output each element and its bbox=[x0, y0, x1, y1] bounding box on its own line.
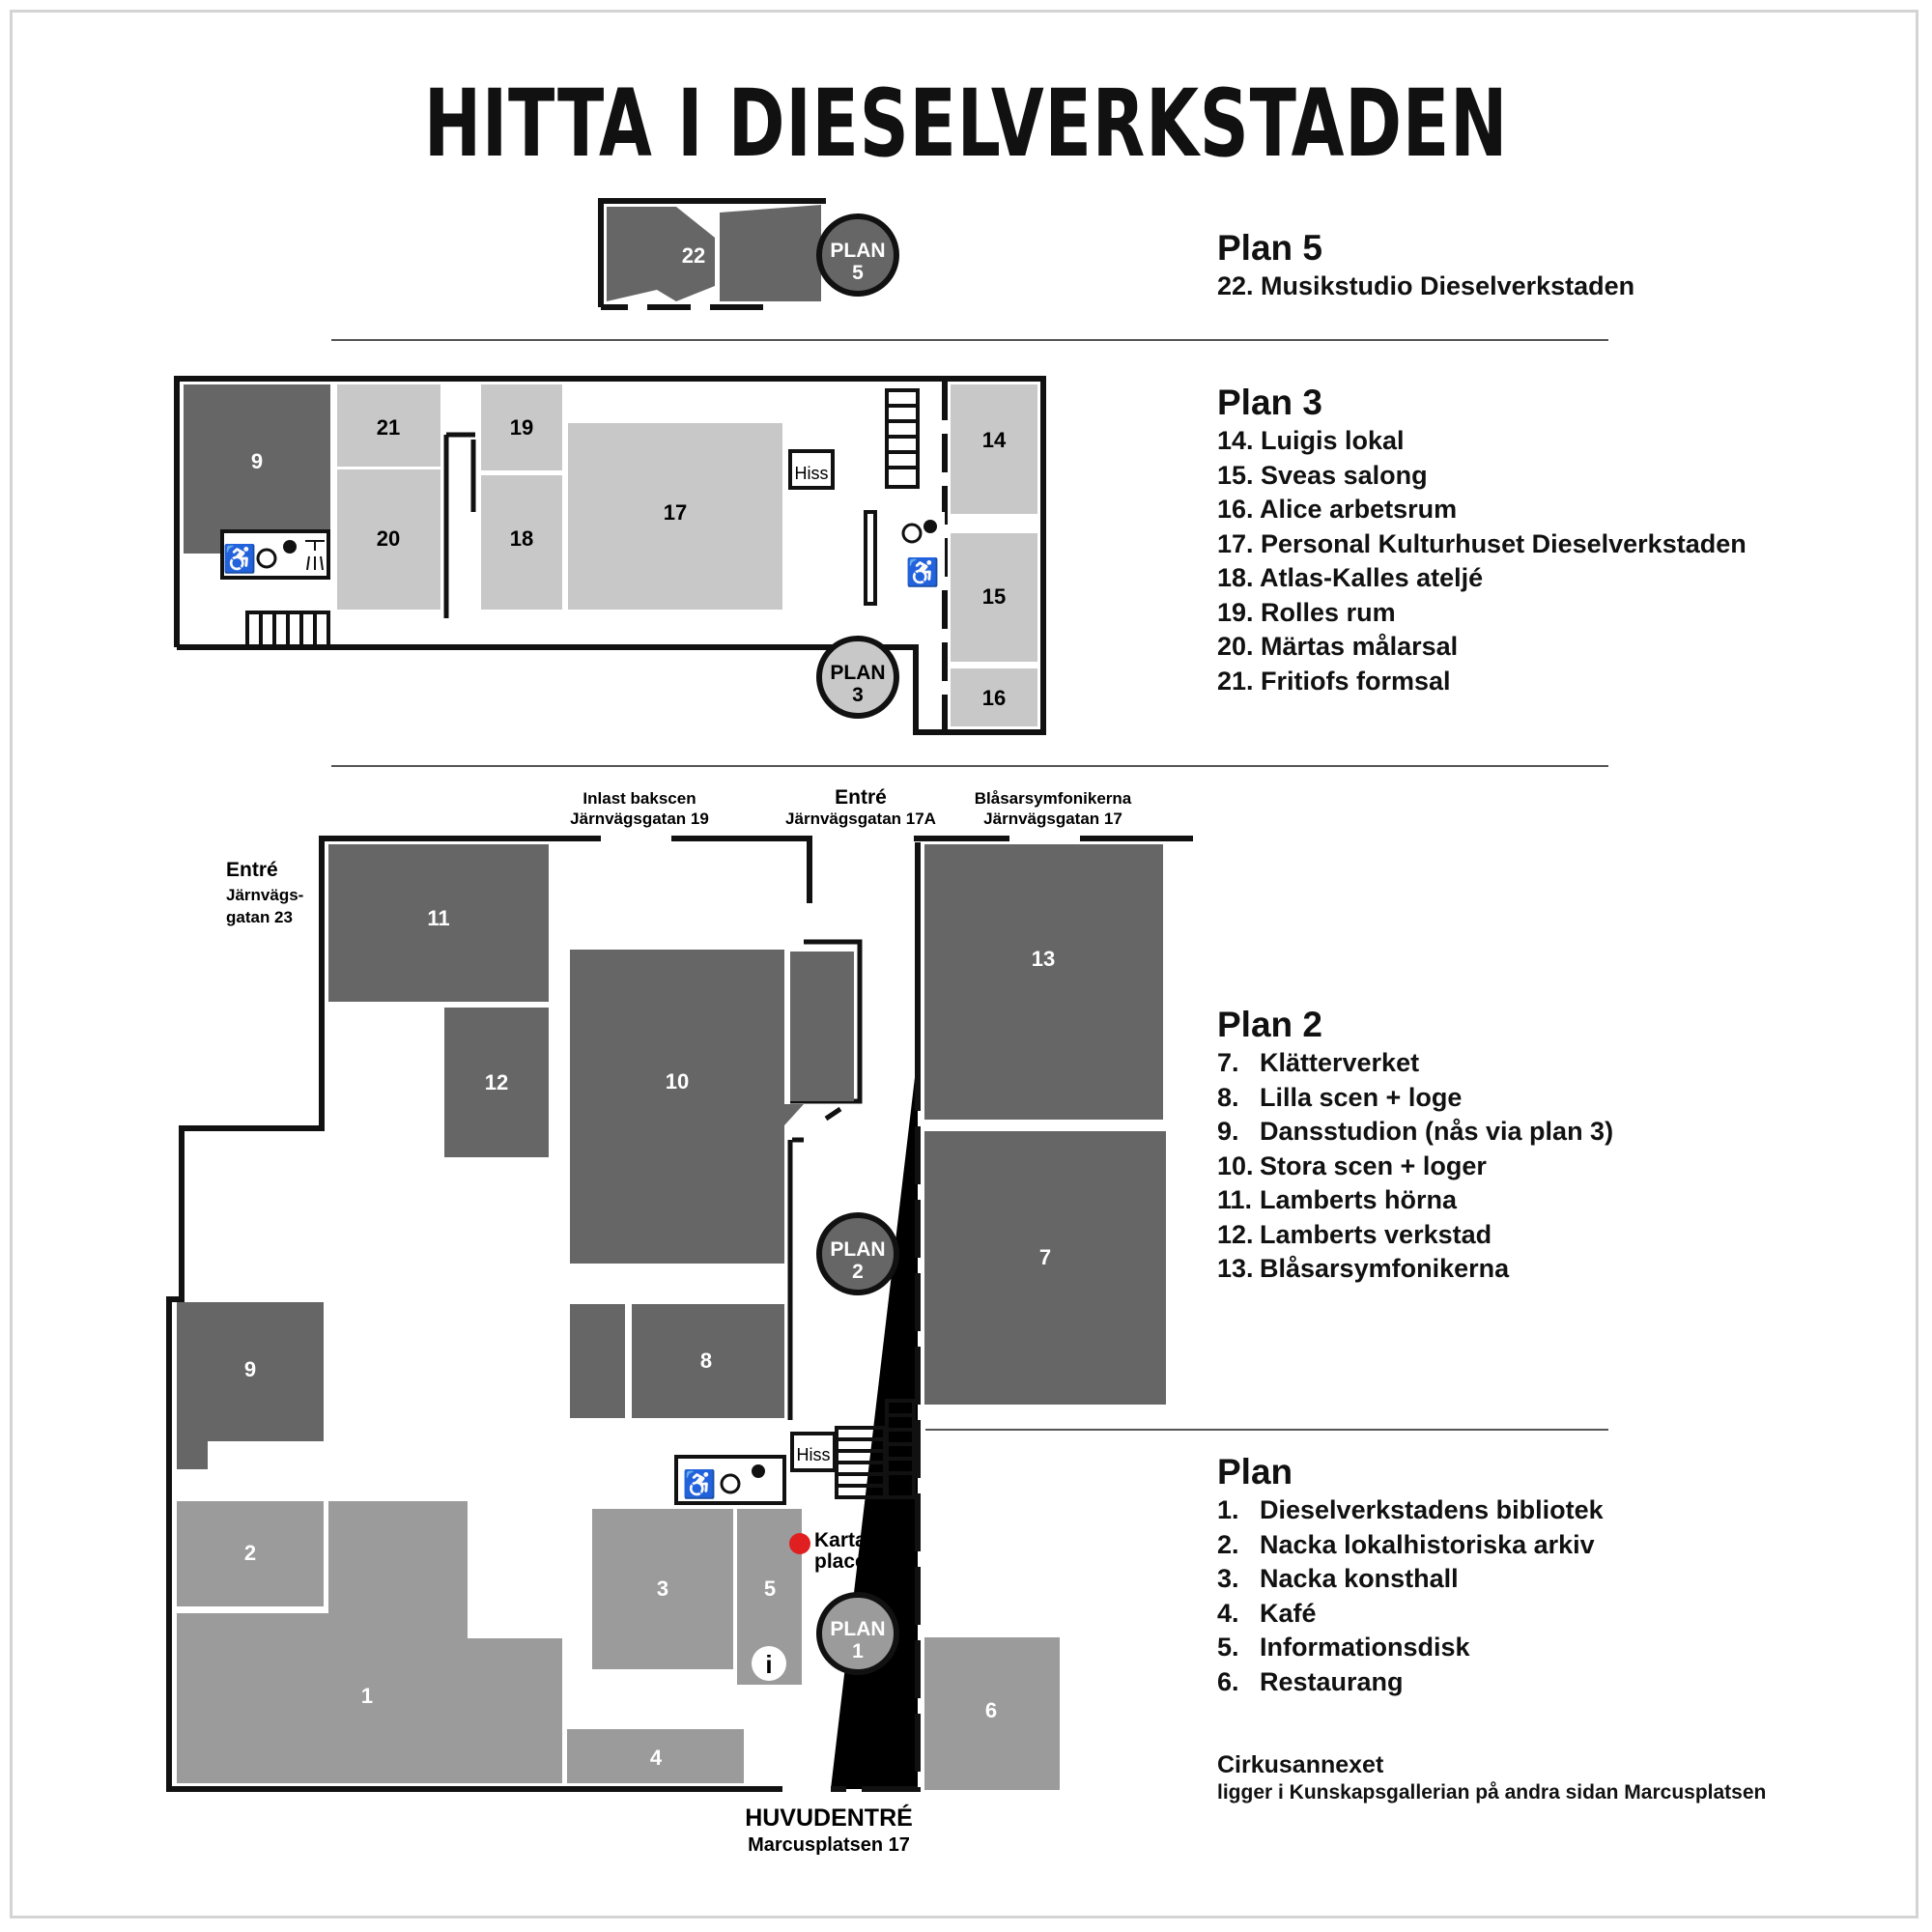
entrance-label: Blåsarsymfonikerna bbox=[974, 789, 1132, 808]
legend-item: 10. Stora scen + loger bbox=[1217, 1151, 1487, 1180]
you-are-here-label-1: Kartans bbox=[814, 1529, 891, 1551]
you-are-here-label-2: placering bbox=[814, 1550, 905, 1573]
room-22-annex[interactable] bbox=[720, 205, 821, 301]
entrance-label: Entré bbox=[835, 786, 887, 809]
location-marker-icon bbox=[789, 1533, 810, 1554]
svg-text:PLAN: PLAN bbox=[830, 1238, 886, 1261]
svg-text:PLAN: PLAN bbox=[830, 240, 886, 262]
svg-text:2: 2 bbox=[243, 1541, 257, 1565]
note-heading: Cirkusannexet bbox=[1217, 1751, 1384, 1778]
accessible-toilet-plan1 bbox=[676, 1457, 784, 1503]
stairs-icon[interactable] bbox=[887, 390, 918, 487]
elevator-label: Hiss bbox=[794, 464, 829, 483]
legend-item: 7. Klätterverket bbox=[1217, 1048, 1420, 1077]
plan5-floor bbox=[601, 201, 896, 307]
room-8-annex[interactable] bbox=[570, 1304, 625, 1418]
room-22-label: 22 bbox=[681, 243, 706, 268]
plan1-badge bbox=[819, 1595, 896, 1672]
svg-text:16: 16 bbox=[981, 686, 1007, 710]
svg-text:9: 9 bbox=[250, 449, 264, 473]
svg-text:20: 20 bbox=[376, 526, 401, 551]
legend-item: 19. Rolles rum bbox=[1217, 597, 1396, 627]
svg-text:2: 2 bbox=[852, 1261, 864, 1283]
room-9-lower[interactable] bbox=[177, 1302, 324, 1469]
plan3-badge bbox=[819, 639, 896, 716]
plan2-badge bbox=[819, 1215, 896, 1293]
svg-text:18: 18 bbox=[509, 526, 534, 551]
legend-item: 6. Restaurang bbox=[1217, 1666, 1404, 1696]
legend-item: 21. Fritiofs formsal bbox=[1217, 666, 1451, 696]
svg-text:7: 7 bbox=[1038, 1245, 1052, 1269]
legend-item: 11. Lamberts hörna bbox=[1217, 1185, 1458, 1214]
legend-item: 18. Atlas-Kalles ateljé bbox=[1217, 563, 1484, 592]
info-icon[interactable] bbox=[752, 1646, 786, 1681]
svg-text:10: 10 bbox=[665, 1069, 690, 1094]
svg-text:14: 14 bbox=[981, 428, 1007, 452]
svg-text:1: 1 bbox=[360, 1684, 374, 1708]
legend-item: 12. Lamberts verkstad bbox=[1217, 1219, 1492, 1249]
svg-text:i: i bbox=[765, 1650, 773, 1679]
svg-text:21: 21 bbox=[376, 415, 401, 440]
svg-text:1: 1 bbox=[852, 1640, 864, 1662]
legend-heading: Plan bbox=[1217, 1452, 1293, 1492]
legend-item: 9. Dansstudion (nås via plan 3) bbox=[1217, 1117, 1614, 1146]
svg-text:13: 13 bbox=[1031, 947, 1056, 971]
svg-text:12: 12 bbox=[484, 1070, 509, 1094]
svg-text:PLAN: PLAN bbox=[830, 1618, 886, 1640]
svg-text:4: 4 bbox=[649, 1746, 663, 1770]
legend-item: 16. Alice arbetsrum bbox=[1217, 495, 1458, 524]
legend-plan1 bbox=[1217, 1451, 1604, 1699]
legend-note bbox=[1217, 1750, 1766, 1806]
plan5-badge bbox=[819, 216, 896, 294]
toilet-icon bbox=[923, 520, 937, 533]
legend-item: 17. Personal Kulturhuset Dieselverkstaden bbox=[1217, 528, 1747, 558]
svg-text:6: 6 bbox=[984, 1698, 998, 1722]
legend-item: 4. Kafé bbox=[1217, 1598, 1317, 1628]
legend-item: 5. Informationsdisk bbox=[1217, 1633, 1470, 1662]
svg-text:3: 3 bbox=[852, 684, 864, 706]
toilet-icon bbox=[283, 540, 297, 554]
toilet-icon bbox=[752, 1464, 765, 1478]
wheelchair-icon: ♿ bbox=[905, 557, 940, 587]
accessible-toilet-plan3b bbox=[895, 512, 945, 588]
svg-text:3: 3 bbox=[656, 1577, 669, 1601]
svg-text:19: 19 bbox=[509, 415, 534, 440]
legend-plan2 bbox=[1217, 1004, 1613, 1287]
entrance-label: Entré bbox=[226, 859, 278, 881]
legend-item: 15. Sveas salong bbox=[1217, 460, 1428, 490]
svg-text:5: 5 bbox=[852, 262, 864, 284]
wheelchair-icon: ♿ bbox=[682, 1469, 717, 1499]
entrance-label: Järnvägsgatan 17A bbox=[785, 810, 936, 828]
svg-text:5: 5 bbox=[763, 1577, 777, 1601]
legend-plan3 bbox=[1217, 382, 1747, 698]
svg-text:17: 17 bbox=[663, 500, 688, 525]
legend-item: 2. Nacka lokalhistoriska arkiv bbox=[1217, 1529, 1595, 1559]
entrance-label: Inlast bakscen bbox=[582, 789, 696, 808]
legend-item: 22. Musikstudio Dieselverkstaden bbox=[1217, 271, 1635, 300]
accessible-toilet-plan3 bbox=[222, 531, 328, 578]
room-10-side[interactable] bbox=[790, 952, 854, 1101]
legend-heading: Plan 3 bbox=[1217, 383, 1322, 422]
entrance-label: gatan 23 bbox=[226, 908, 293, 926]
legend-heading: Plan 2 bbox=[1217, 1005, 1322, 1044]
legend-item: 1. Dieselverkstadens bibliotek bbox=[1217, 1495, 1604, 1524]
legend-item: 14. Luigis lokal bbox=[1217, 426, 1405, 455]
main-entrance-address: Marcusplatsen 17 bbox=[748, 1834, 910, 1856]
legend-item: 3. Nacka konsthall bbox=[1217, 1564, 1459, 1593]
room-13[interactable] bbox=[924, 844, 1163, 1120]
legend-item: 8. Lilla scen + loge bbox=[1217, 1082, 1463, 1112]
svg-text:15: 15 bbox=[981, 584, 1007, 609]
elevator-label-plan1: Hiss bbox=[796, 1445, 831, 1464]
svg-text:8: 8 bbox=[699, 1349, 713, 1373]
main-entrance-label: HUVUDENTRÉ bbox=[745, 1804, 913, 1832]
svg-text:11: 11 bbox=[427, 906, 450, 930]
entrance-label: Järnvägsgatan 17 bbox=[983, 810, 1122, 828]
svg-text:9: 9 bbox=[243, 1357, 257, 1381]
entrance-label: Järnvägsgatan 19 bbox=[570, 810, 709, 828]
legend-item: 13. Blåsarsymfonikerna bbox=[1217, 1254, 1510, 1283]
map-title: HITTA I DIESELVERKSTADEN bbox=[423, 70, 1509, 178]
plan3-floor bbox=[177, 379, 1043, 732]
legend-item: 20. Märtas målarsal bbox=[1217, 632, 1459, 661]
entrance-label: Järnvägs- bbox=[226, 886, 304, 904]
room-10[interactable] bbox=[570, 950, 804, 1264]
stairs-icon[interactable] bbox=[247, 612, 328, 647]
svg-text:PLAN: PLAN bbox=[830, 662, 886, 684]
note-text: ligger i Kunskapsgallerian på andra sidan Marcusplatsen bbox=[1217, 1781, 1767, 1804]
legend-heading: Plan 5 bbox=[1217, 228, 1322, 268]
wheelchair-icon: ♿ bbox=[222, 544, 257, 574]
legend-plan5 bbox=[1217, 227, 1634, 304]
